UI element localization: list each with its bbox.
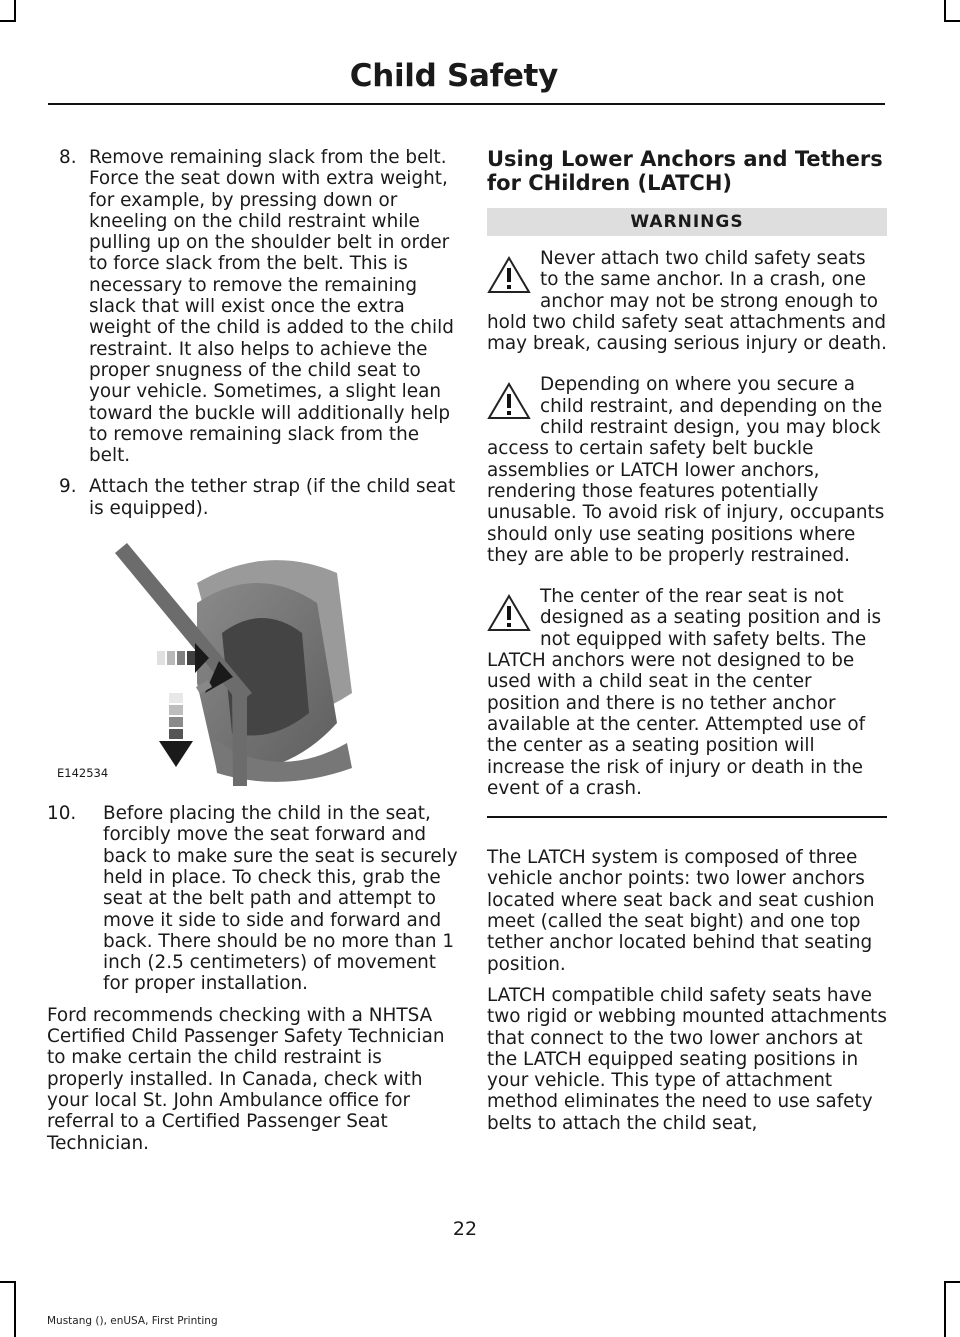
- step-8: [47, 147, 462, 466]
- crop-mark: [944, 1281, 946, 1337]
- warning-1: [487, 248, 887, 354]
- crop-mark: [14, 1281, 16, 1337]
- step-10: [47, 803, 462, 995]
- step-text: Remove remaining slack from the belt. Force the seat down with extra weight, for example, by pressing down or kneeling on the child restraint while pulling up on the shoulder belt in order to force slack from the belt. This is necessary to remove the remaining slack that will exist once the extra weight of the child is added to the child restraint. It also helps to achieve the proper snugness of the child seat to your vehicle. Sometimes, a slight lean toward the buckle will additionally help to remove remaining slack from the belt.: [89, 147, 454, 467]
- warning-triangle-icon: [487, 594, 531, 632]
- warning-text-tail: hold two child safety seat attachments and may break, causing serious injury or death.: [487, 311, 887, 355]
- step-text: Before placing the child in the seat, forcibly move the seat forward and back to make sure the seat is securely held in place. To check this, grab the seat at the belt path and attempt to move it side to side and forward and back. There should be no more than 1 inch (2.5 centimeters) of movement for proper installation.: [103, 803, 458, 995]
- crop-mark: [0, 1281, 16, 1283]
- warnings-end-rule: [487, 816, 887, 818]
- warning-text-tail: LATCH anchors were not designed to be used with a child seat in the center position and there is no tether anchor available at the center. Attempted use of the center as a seating position will increase the risk of injury or death in the event of a crash.: [487, 650, 866, 799]
- crop-mark: [944, 20, 960, 22]
- warning-text-head: Depending on where you secure a child restraint, and depending on the child restraint design, you may block: [540, 374, 883, 439]
- right-column: [487, 147, 887, 1134]
- page-number: 22: [452, 1218, 478, 1240]
- latch-compatible-seats: LATCH compatible child safety seats have two rigid or webbing mounted attachments that connect to the two lower anchors at the LATCH equipped seating positions in your vehicle. This type of attachment method eliminates the need to use safety belts to attach the child seat,: [487, 984, 887, 1134]
- warning-text-head: Never attach two child safety seats to the same anchor. In a crash, one anchor may not be strong enough to: [540, 248, 878, 312]
- footer-text: Mustang (), enUSA, First Printing: [47, 1315, 218, 1327]
- warning-triangle-icon: [487, 256, 531, 294]
- child-seat-drawing: [47, 543, 462, 786]
- ford-recommendation: Ford recommends checking with a NHTSA Certified Child Passenger Safety Technician to make certain the child restraint is properly installed. In Canada, check with your local St. John Ambulance office for referral to a Certified Passenger Seat Technician.: [47, 1004, 445, 1154]
- warnings-header: WARNINGS: [487, 208, 887, 236]
- warning-text-tail: access to certain safety belt buckle assemblies or LATCH lower anchors, rendering those features potentially unusable. To avoid risk of injury, occupants should only use seating positions where they are able to be properly restrained.: [487, 438, 885, 566]
- crop-mark: [0, 20, 16, 22]
- warning-2: [487, 374, 887, 566]
- header-rule: [48, 103, 885, 105]
- step-9: [47, 476, 462, 519]
- step-number: 10.: [47, 803, 77, 825]
- warning-triangle-icon: [487, 382, 531, 420]
- step-number: 9.: [59, 476, 77, 498]
- section-title: Using Lower Anchors and Tethers for CHildren (LATCH): [487, 147, 883, 195]
- figure-code: E142534: [57, 765, 109, 780]
- step-number: 8.: [59, 147, 77, 168]
- warning-text-head: The center of the rear seat is not designed as a seating position and is not equipped with safety belts. The: [540, 586, 882, 650]
- down-arrow-icon: [159, 693, 193, 767]
- crop-mark: [14, 0, 16, 22]
- child-seat-illustration: [47, 543, 462, 786]
- latch-description: The LATCH system is composed of three vehicle anchor points: two lower anchors located where seat back and seat cushion meet (called the seat bight) and one top tether anchor located behind that seating position.: [487, 847, 875, 975]
- page-title: Child Safety: [349, 58, 558, 94]
- belt-strap: [232, 683, 247, 786]
- step-text: Attach the tether strap (if the child seat is equipped).: [89, 476, 456, 519]
- warning-3: [487, 586, 887, 799]
- crop-mark: [944, 0, 946, 22]
- crop-mark: [944, 1281, 960, 1283]
- left-column: [47, 147, 462, 1154]
